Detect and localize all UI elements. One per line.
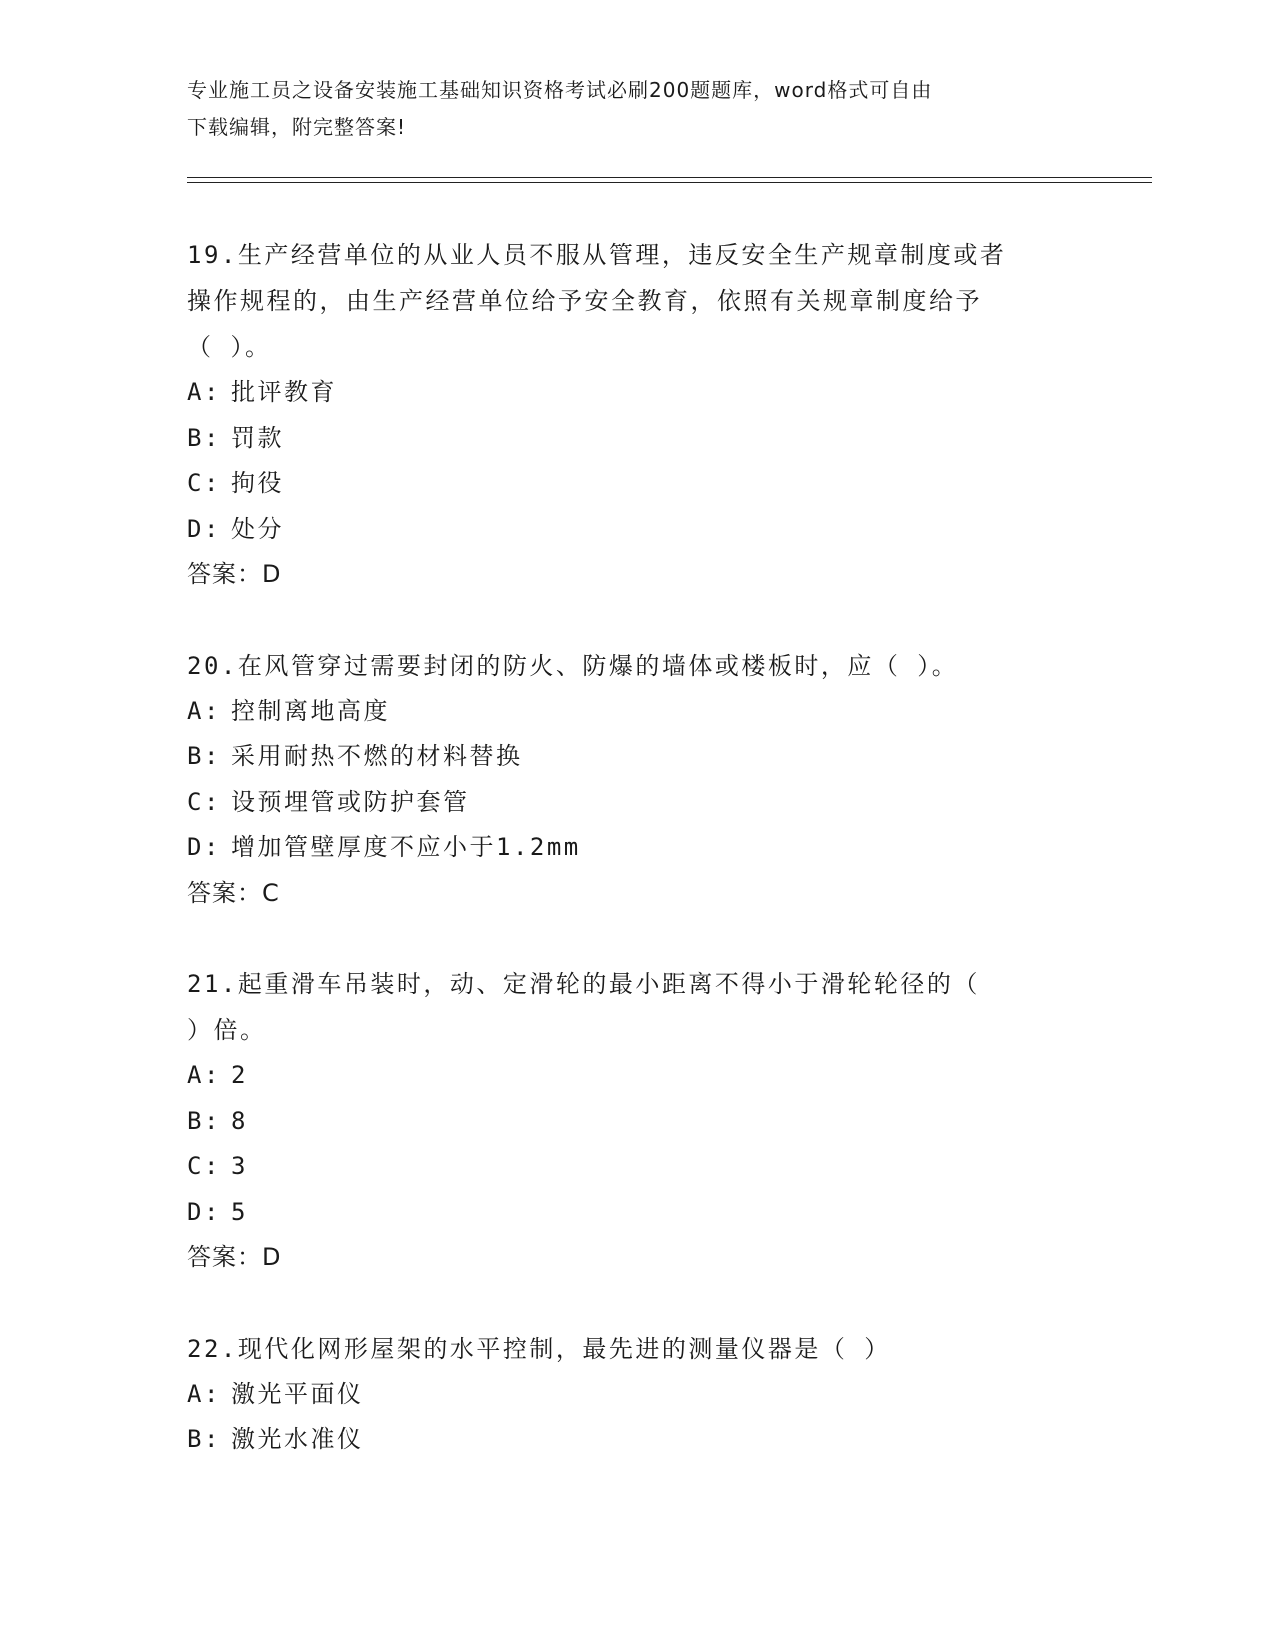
option-a	[187, 370, 1087, 416]
option-letter: B:	[187, 742, 221, 770]
option-letter: A:	[187, 1379, 221, 1408]
answer-value: D	[262, 1243, 281, 1271]
header-divider-top	[187, 177, 1152, 178]
question-stem-line: 21.起重滑车吊装时，动、定滑轮的最小距离不得小于滑轮轮径的（	[187, 970, 980, 998]
option-c	[187, 780, 1087, 826]
answer-label: 答案：	[187, 1243, 262, 1271]
option-letter: D:	[187, 514, 221, 543]
question-20	[187, 643, 1087, 917]
header-line-2: 下载编辑，附完整答案!	[187, 115, 407, 139]
option-letter: A:	[187, 1061, 221, 1089]
answer-line	[187, 871, 1087, 917]
question-stem	[187, 961, 1087, 1053]
document-header	[187, 72, 1067, 146]
question-19	[187, 232, 1087, 598]
question-stem-line: 操作规程的，由生产经营单位给予安全教育，依照有关规章制度给予	[187, 287, 982, 315]
option-text: 罚款	[231, 423, 284, 452]
option-text: 3	[231, 1152, 248, 1180]
option-text: 8	[231, 1106, 248, 1135]
question-stem	[187, 1326, 1087, 1372]
option-a	[187, 689, 1087, 735]
option-a	[187, 1372, 1087, 1418]
question-21	[187, 961, 1087, 1281]
option-letter: C:	[187, 469, 221, 497]
option-b	[187, 1417, 1087, 1463]
answer-line	[187, 1235, 1087, 1281]
question-stem-line: 20.在风管穿过需要封闭的防火、防爆的墙体或楼板时，应（ ）。	[187, 651, 959, 680]
option-text: 控制离地高度	[231, 696, 390, 725]
answer-label: 答案：	[187, 560, 262, 588]
question-stem-line: 22.现代化网形屋架的水平控制，最先进的测量仪器是（ ）	[187, 1334, 891, 1363]
option-text: 2	[231, 1061, 248, 1089]
header-divider-bottom	[187, 182, 1152, 183]
option-text: 拘役	[231, 469, 284, 497]
option-b	[187, 734, 1087, 780]
option-b	[187, 416, 1087, 462]
option-letter: B:	[187, 1106, 221, 1135]
option-c	[187, 1144, 1087, 1190]
answer-line	[187, 552, 1087, 598]
option-letter: D:	[187, 833, 221, 861]
option-text: 设预埋管或防护套管	[231, 787, 470, 816]
option-b	[187, 1099, 1087, 1145]
option-d	[187, 1190, 1087, 1236]
option-letter: B:	[187, 1425, 221, 1453]
option-a	[187, 1053, 1087, 1099]
option-text: 处分	[231, 514, 284, 543]
option-text: 激光水准仪	[231, 1425, 364, 1453]
option-text: 批评教育	[231, 378, 337, 406]
question-stem	[187, 232, 1087, 370]
question-list	[187, 232, 1087, 1508]
question-stem	[187, 643, 1087, 689]
question-22	[187, 1326, 1087, 1463]
answer-value: C	[262, 878, 280, 907]
option-text: 采用耐热不燃的材料替换	[231, 742, 523, 770]
option-letter: B:	[187, 423, 221, 452]
option-c	[187, 461, 1087, 507]
answer-label: 答案：	[187, 878, 262, 907]
option-d	[187, 507, 1087, 553]
header-line-1: 专业施工员之设备安装施工基础知识资格考试必刷200题题库，word格式可自由	[187, 78, 933, 102]
answer-value: D	[262, 560, 281, 588]
option-letter: A:	[187, 378, 221, 406]
option-text: 5	[231, 1197, 248, 1226]
question-stem-line: ）倍。	[187, 1016, 267, 1044]
option-letter: D:	[187, 1197, 221, 1226]
option-letter: A:	[187, 696, 221, 725]
option-letter: C:	[187, 1152, 221, 1180]
question-stem-line: （ ）。	[187, 333, 272, 361]
option-text: 增加管壁厚度不应小于1.2mm	[231, 833, 581, 861]
option-d	[187, 825, 1087, 871]
option-text: 激光平面仪	[231, 1379, 364, 1408]
option-letter: C:	[187, 787, 221, 816]
question-stem-line: 19.生产经营单位的从业人员不服从管理，违反安全生产规章制度或者	[187, 241, 1007, 269]
